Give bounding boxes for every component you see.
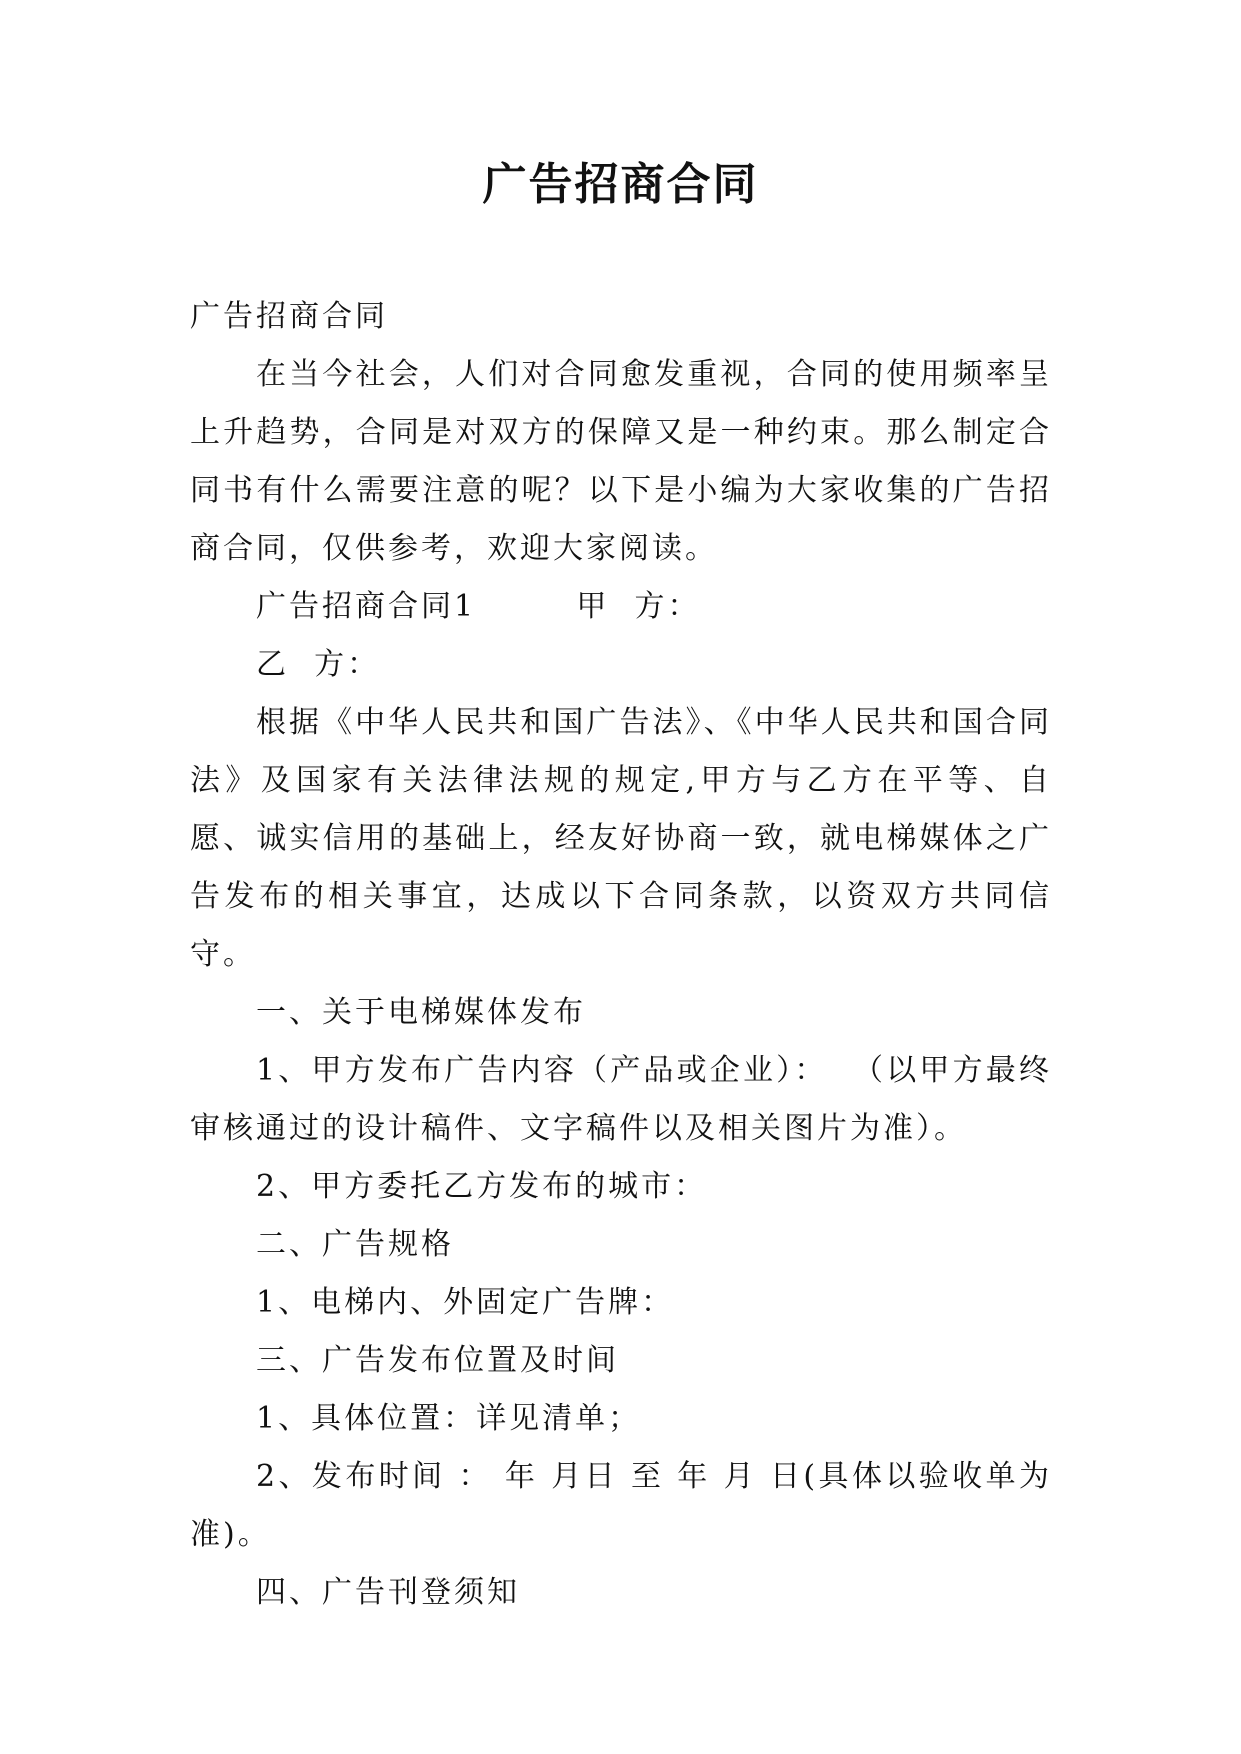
paragraph-party-b: 乙 方： <box>256 647 381 682</box>
paragraph-contract-party-a: 广告招商合同1 甲 方： <box>256 589 701 624</box>
clause-1-1: 1、甲方发布广告内容（产品或企业）： （以甲方最终审核通过的设计稿件、文字稿件以及相关图片为准）。 <box>190 1053 1052 1146</box>
clause-3-1: 1、具体位置：详见清单； <box>256 1401 642 1436</box>
document-body <box>190 288 1052 1622</box>
section-heading-4: 四、广告刊登须知 <box>256 1575 520 1610</box>
clause-2-1: 1、电梯内、外固定广告牌： <box>256 1285 675 1320</box>
paragraph-intro: 在当今社会，人们对合同愈发重视，合同的使用频率呈上升趋势，合同是对双方的保障又是一种约束。那么制定合同书有什么需要注意的呢？以下是小编为大家收集的广告招商合同，仅供参考，欢迎大家阅读。 <box>190 357 1052 566</box>
section-heading-1: 一、关于电梯媒体发布 <box>256 995 586 1030</box>
section-heading-2: 二、广告规格 <box>256 1227 454 1262</box>
paragraph-legal-basis: 根据《中华人民共和国广告法》、《中华人民共和国合同法》及国家有关法律法规的规定,甲方与乙方在平等、自愿、诚实信用的基础上，经友好协商一致，就电梯媒体之广告发布的相关事宜，达成以下合同条款，以资双方共同信守。 <box>190 705 1052 972</box>
document-title: 广告招商合同 <box>482 159 759 210</box>
section-heading-3: 三、广告发布位置及时间 <box>256 1343 619 1378</box>
paragraph-heading: 广告招商合同 <box>190 299 388 334</box>
clause-3-2: 2、发布时间 ： 年 月日 至 年 月 日(具体以验收单为准)。 <box>190 1459 1052 1552</box>
clause-1-2: 2、甲方委托乙方发布的城市： <box>256 1169 708 1204</box>
